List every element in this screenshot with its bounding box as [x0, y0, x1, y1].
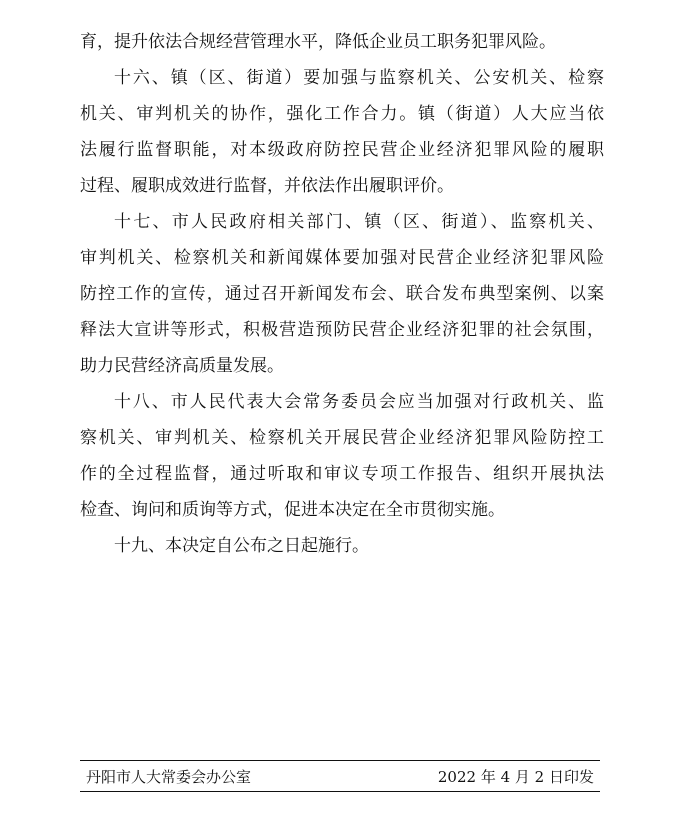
text-line: 十八、市人民代表大会常务委员会应当加强对行政机关、监	[114, 392, 604, 412]
text-line: 释法大宣讲等形式，积极营造预防民营企业经济犯罪的社会氛围，	[80, 320, 604, 340]
paragraph-17	[80, 204, 604, 384]
text-line: 作的全过程监督，通过听取和审议专项工作报告、组织开展执法	[80, 464, 604, 484]
footer-row	[80, 761, 600, 791]
text-line: 十七、市人民政府相关部门、镇（区、街道）、监察机关、	[114, 212, 604, 232]
text-line: 检查、询问和质询等方式，促进本决定在全市贯彻实施。	[80, 500, 505, 520]
paragraph-18	[80, 384, 604, 528]
text-line: 十六、镇（区、街道）要加强与监察机关、公安机关、检察	[114, 68, 604, 88]
text-line: 过程、履职成效进行监督，并依法作出履职评价。	[80, 176, 454, 196]
text-line: 防控工作的宣传，通过召开新闻发布会、联合发布典型案例、以案	[80, 284, 604, 304]
text-line: 育，提升依法合规经营管理水平，降低企业员工职务犯罪风险。	[80, 32, 556, 52]
paragraph-19	[80, 528, 604, 564]
text-line: 察机关、审判机关、检察机关开展民营企业经济犯罪风险防控工	[80, 428, 604, 448]
issue-date: 2022 年 4 月 2 日印发	[437, 767, 594, 786]
paragraph-15-tail	[80, 24, 604, 60]
text-line: 助力民营经济高质量发展。	[80, 356, 284, 376]
footer-bottom-rule	[80, 791, 600, 792]
text-line: 审判机关、检察机关和新闻媒体要加强对民营企业经济犯罪风险	[80, 248, 604, 268]
document-body	[80, 24, 604, 564]
issuer-name: 丹阳市人大常委会办公室	[86, 767, 252, 786]
text-line: 法履行监督职能，对本级政府防控民营企业经济犯罪风险的履职	[80, 140, 604, 160]
text-line: 机关、审判机关的协作，强化工作合力。镇（街道）人大应当依	[80, 104, 604, 124]
document-footer	[80, 760, 600, 792]
paragraph-16	[80, 60, 604, 204]
text-line: 十九、本决定自公布之日起施行。	[114, 536, 369, 556]
